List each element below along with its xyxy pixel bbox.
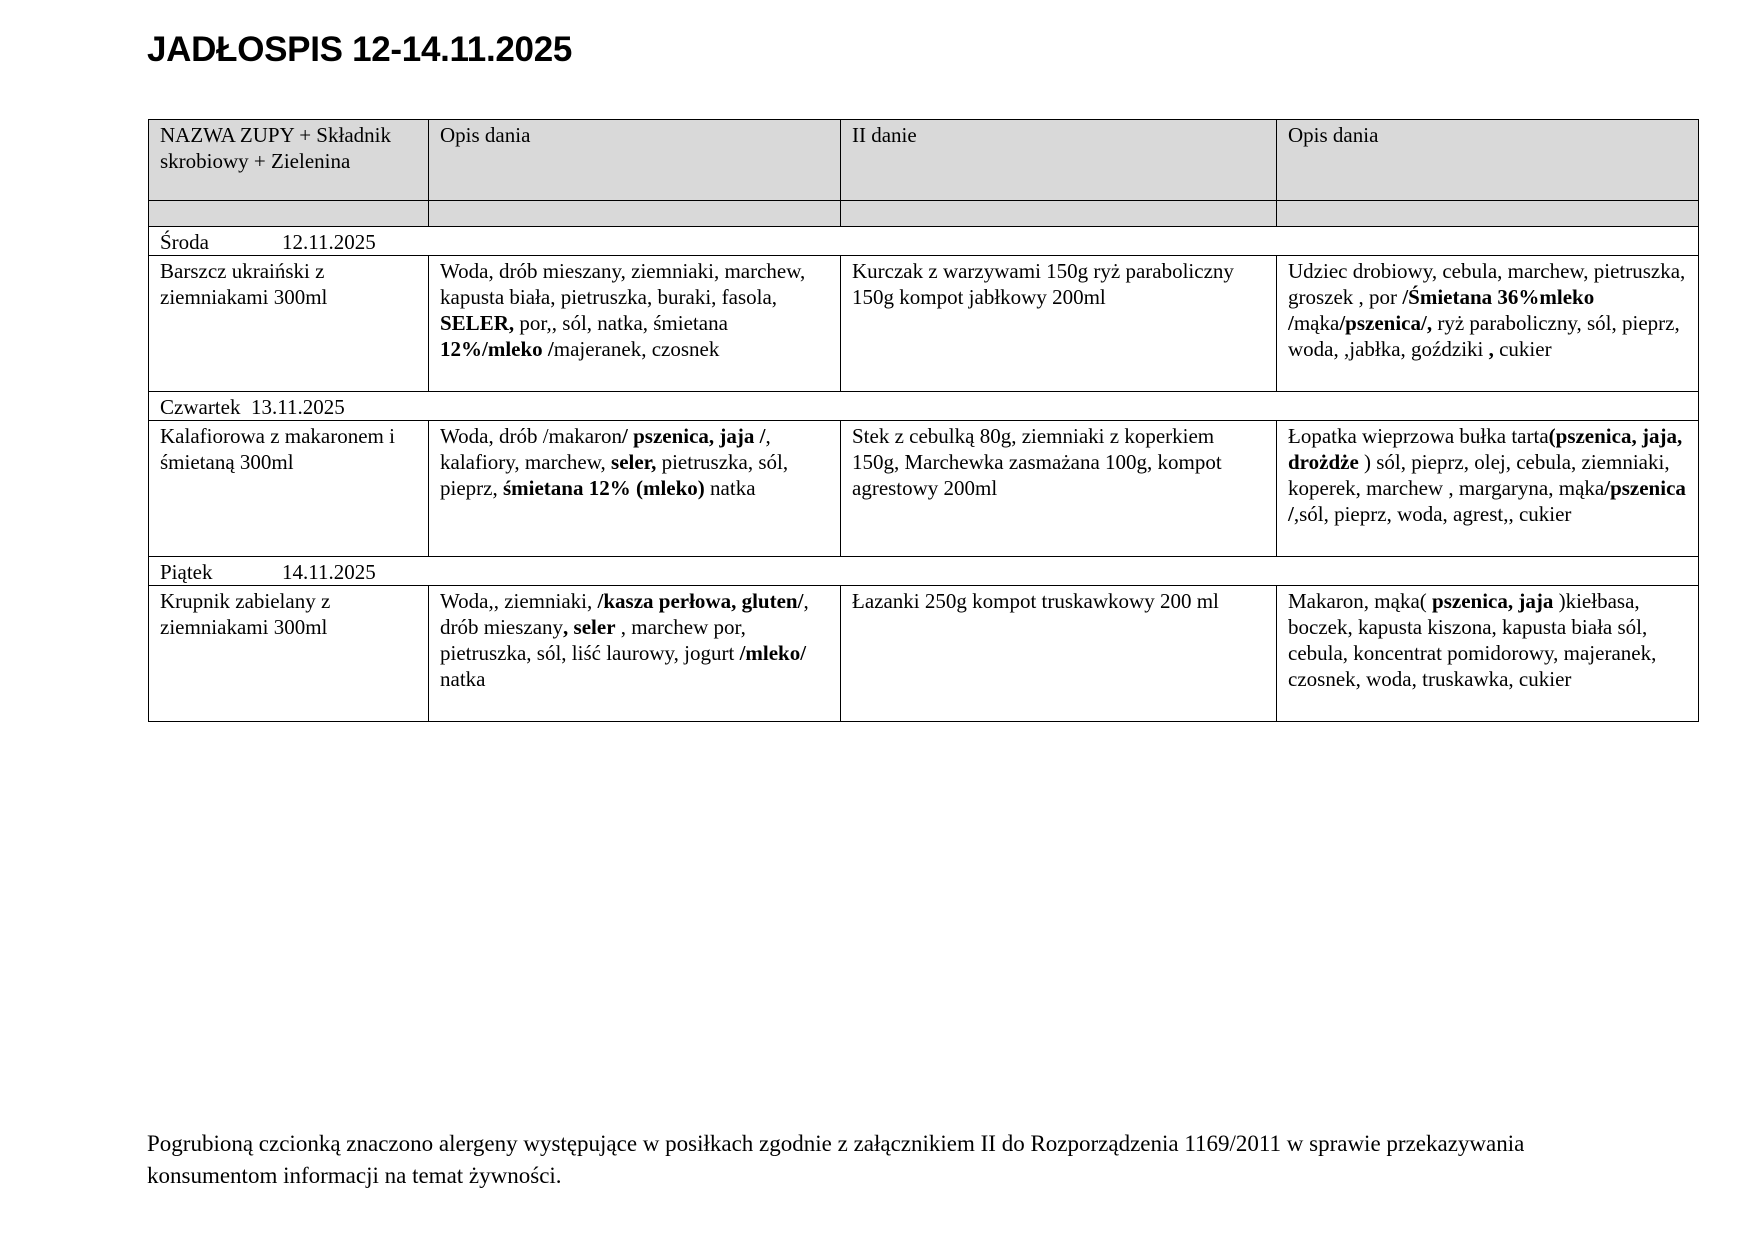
allergen-text: / pszenica, jaja / [622,424,766,448]
day-date: 12.11.2025 [282,230,376,254]
ingredient-text: ,sól, pieprz, woda, agrest,, cukier [1293,502,1572,526]
header-spacer-row [149,201,1699,227]
soup-description [429,421,841,557]
main-dish-name: Kurczak z warzywami 150g ryż paraboliczny 150g kompot jabłkowy 200ml [841,256,1277,392]
ingredient-text: )kiełbasa, boczek, kapusta kiszona, kapusta biała sól, cebula, koncentrat pomidorowy, majeranek, czosnek, woda, truskawka, cukier [1288,589,1657,691]
header-row [149,120,1699,201]
day-heading [149,392,1699,421]
allergen-text: (pszenica, jaja, drożdże [1288,424,1683,474]
page-title: JADŁOSPIS 12-14.11.2025 [147,30,573,69]
ingredient-text: Makaron, mąka( [1288,589,1433,613]
day-name: Piątek [160,560,213,584]
allergen-text: 12%/mleko / [440,337,554,361]
day-date: 13.11.2025 [250,395,345,419]
ingredient-text: ryż paraboliczny, sól, pieprz, woda, ,jabłka, goździki [1288,311,1680,361]
day-heading [149,227,1699,256]
ingredient-text: Woda, drób mieszany, ziemniaki, marchew, kapusta biała, pietruszka, buraki, fasola, [440,259,806,309]
allergen-text: /mleko/ [739,641,807,665]
header-main-desc: Opis dania [1277,120,1699,201]
soup-name: Krupnik zabielany z ziemniakami 300ml [149,586,429,722]
soup-name: Barszcz ukraiński z ziemniakami 300ml [149,256,429,392]
day-date: 14.11.2025 [282,560,376,584]
allergen-text: pszenica, jaja [1432,589,1554,613]
ingredient-text: por,, sól, natka, śmietana [514,311,728,335]
ingredient-text: Woda, drób /makaron [440,424,623,448]
main-dish-description [1277,421,1699,557]
header-main: II danie [841,120,1277,201]
ingredient-text: cukier [1493,337,1552,361]
main-dish-name: Stek z cebulką 80g, ziemniaki z koperkiem 150g, Marchewka zasmażana 100g, kompot agrestowy 200ml [841,421,1277,557]
meal-row [149,421,1699,557]
meal-row [149,586,1699,722]
day-heading [149,557,1699,586]
ingredient-text: Udziec drobiowy, cebula, marchew, pietruszka, groszek , por [1288,259,1686,309]
ingredient-text: pietruszka, sól, pieprz, [440,450,789,500]
ingredient-text: , marchew por, pietruszka, sól, liść laurowy, jogurt [440,615,746,665]
soup-name: Kalafiorowa z makaronem i śmietaną 300ml [149,421,429,557]
allergen-text: /pszenica/, [1339,311,1433,335]
header-soup-desc: Opis dania [429,120,841,201]
ingredient-text: natka [704,476,756,500]
allergen-text: śmietana 12% (mleko) [502,476,705,500]
ingredient-text: natka [440,667,486,691]
day-row [149,392,1699,421]
soup-description [429,256,841,392]
allergen-text: seler, [611,450,657,474]
day-row [149,227,1699,256]
ingredient-text: Łopatka wieprzowa bułka tarta [1288,424,1549,448]
ingredient-text: , drób mieszany [440,589,809,639]
ingredient-text: mąka [1293,311,1340,335]
ingredient-text: ) sól, pieprz, olej, cebula, ziemniaki, koperek, marchew , margaryna, mąka [1288,450,1670,500]
header-soup: NAZWA ZUPY + Składnik skrobiowy + Zielenina [149,120,429,201]
allergen-text: /pszenica / [1288,476,1686,526]
allergen-text: , seler [563,615,616,639]
main-dish-description [1277,586,1699,722]
day-name: Czwartek [160,395,241,419]
allergen-text: /kasza perłowa, gluten/ [597,589,804,613]
menu-table [148,119,1699,722]
ingredient-text: majeranek, czosnek [553,337,720,361]
main-dish-name: Łazanki 250g kompot truskawkowy 200 ml [841,586,1277,722]
allergen-text: SELER, [440,311,515,335]
allergen-text: , [1488,337,1494,361]
main-dish-description [1277,256,1699,392]
day-row [149,557,1699,586]
ingredient-text: , kalafiory, marchew, [440,424,771,474]
soup-description [429,586,841,722]
allergen-text: /Śmietana 36%mleko / [1288,285,1595,335]
day-name: Środa [160,230,209,254]
meal-row [149,256,1699,392]
ingredient-text: Woda,, ziemniaki, [440,589,598,613]
allergen-footnote: Pogrubioną czcionką znaczono alergeny występujące w posiłkach zgodnie z załącznikiem II do Rozporządzenia 1169/2011 w sprawie przekazywania konsumentom informacji na temat żywności. [147,1131,1525,1188]
